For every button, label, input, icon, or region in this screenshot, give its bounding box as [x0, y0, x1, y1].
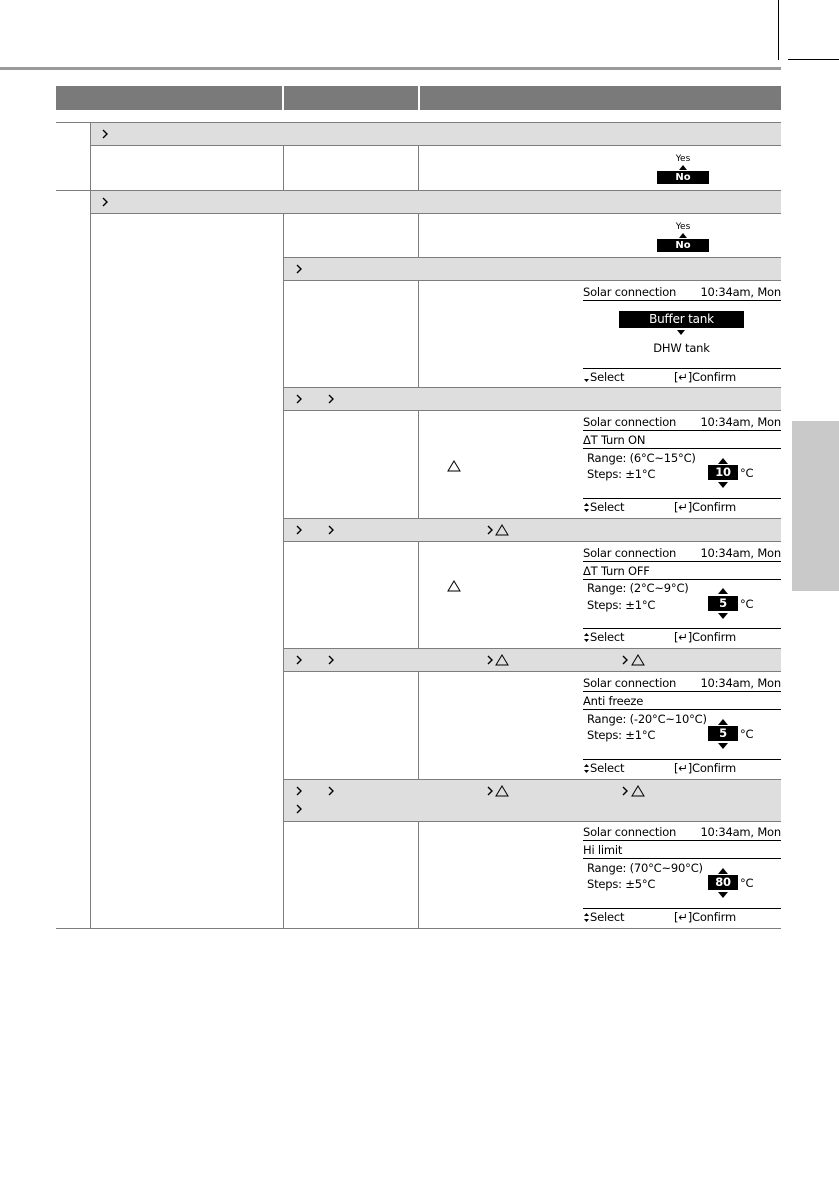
up-down-arrow-icon [583, 501, 590, 514]
controller-screen-tank [583, 284, 781, 384]
row-divider [284, 821, 781, 822]
range-text: Range: (2°C~9°C) [587, 581, 689, 595]
screen-subtitle: Anti freeze [583, 694, 644, 708]
col-divider [418, 821, 419, 928]
range-text: Range: (6°C~15°C) [587, 451, 696, 465]
yes-option[interactable]: Yes [675, 154, 691, 164]
screen-footer [583, 908, 781, 924]
top-rule [0, 67, 781, 70]
screen-clock: 10:34am, Mon [700, 825, 781, 839]
screen-subtitle-bar [583, 432, 781, 449]
up-down-arrow-icon [583, 911, 590, 924]
screen-footer [583, 628, 781, 644]
screen-title: Solar connection [583, 285, 677, 299]
path-band-hi-limit [284, 780, 781, 821]
table-header-col-1 [56, 86, 282, 110]
col-divider [90, 122, 91, 928]
steps-text: Steps: ±1°C [587, 598, 656, 612]
chevron-right-icon [293, 524, 305, 536]
row-divider [90, 145, 781, 146]
chevron-right-icon [325, 393, 337, 405]
range-text: Range: (-20°C~10°C) [587, 712, 707, 726]
path-band-tank [284, 258, 781, 280]
enter-key-icon: [↵] [674, 910, 693, 924]
confirm-label [674, 370, 736, 384]
screen-title-bar [583, 824, 781, 841]
screen-clock: 10:34am, Mon [700, 415, 781, 429]
table-header-col-2 [284, 86, 418, 110]
controller-screen-anti-freeze [583, 675, 781, 775]
path-band-dt-off [284, 519, 781, 541]
row-divider [284, 410, 781, 411]
chevron-right-icon [293, 654, 305, 666]
screen-footer [583, 368, 781, 384]
no-option-selected[interactable]: No [657, 171, 709, 184]
chevron-right-icon [325, 654, 337, 666]
confirm-label [674, 910, 736, 924]
screen-title: Solar connection [583, 415, 677, 429]
range-text: Range: (70°C~90°C) [587, 861, 703, 875]
screen-subtitle: ΔT Turn OFF [583, 564, 650, 578]
controller-screen-dt-on [583, 414, 781, 514]
unit-label: °C [740, 876, 754, 890]
up-down-arrow-icon [583, 631, 590, 644]
down-arrow-icon [677, 330, 685, 335]
screen-subtitle-bar [583, 693, 781, 710]
select-label: Select [590, 500, 625, 514]
decrease-arrow-icon[interactable] [718, 743, 728, 749]
path-band-2 [90, 191, 781, 213]
screen-title: Solar connection [583, 546, 677, 560]
screen-clock: 10:34am, Mon [700, 285, 781, 299]
chevron-right-icon [325, 785, 337, 797]
delta-icon [495, 654, 509, 666]
select-label: Select [590, 370, 625, 384]
confirm-text: Confirm [692, 370, 736, 384]
down-arrow-icon [583, 371, 590, 384]
chevron-right-icon [293, 803, 305, 815]
chevron-right-icon [293, 263, 305, 275]
steps-text: Steps: ±1°C [587, 728, 656, 742]
row-divider [284, 280, 781, 281]
chevron-right-icon [619, 654, 631, 666]
chevron-right-icon [325, 524, 337, 536]
delta-icon [447, 580, 461, 592]
decrease-arrow-icon[interactable] [718, 482, 728, 488]
section-side-tab [792, 421, 839, 591]
value-display[interactable]: 80 [708, 875, 738, 890]
crop-mark-horizontal [788, 59, 839, 60]
enter-key-icon: [↵] [674, 761, 693, 775]
confirm-label [674, 500, 736, 514]
confirm-text: Confirm [692, 910, 736, 924]
col-divider [418, 410, 419, 518]
increase-arrow-icon[interactable] [718, 719, 728, 725]
decrease-arrow-icon[interactable] [718, 892, 728, 898]
screen-subtitle-bar [583, 563, 781, 580]
value-display[interactable]: 10 [708, 465, 738, 480]
enter-key-icon: [↵] [674, 370, 693, 384]
confirm-label [674, 761, 736, 775]
col-divider [418, 280, 419, 387]
no-option-selected[interactable]: No [657, 239, 709, 252]
screen-footer [583, 759, 781, 775]
col-divider [418, 541, 419, 648]
confirm-text: Confirm [692, 500, 736, 514]
up-arrow-icon [679, 165, 687, 170]
delta-icon [495, 785, 509, 797]
delta-icon [631, 785, 645, 797]
col-divider [418, 213, 419, 257]
col-divider [283, 145, 284, 190]
steps-text: Steps: ±5°C [587, 877, 656, 891]
path-band-1 [90, 123, 781, 145]
screen-subtitle-bar [583, 842, 781, 859]
unit-label: °C [740, 466, 754, 480]
yes-no-selector[interactable] [657, 154, 709, 184]
yes-option[interactable]: Yes [675, 222, 691, 232]
screen-title-bar [583, 414, 781, 431]
delta-icon [447, 460, 461, 472]
path-band-anti-freeze [284, 649, 781, 671]
row-divider [284, 541, 781, 542]
path-band-dt-on [284, 388, 781, 410]
value-display[interactable]: 5 [708, 726, 738, 741]
value-display[interactable]: 5 [708, 596, 738, 611]
steps-text: Steps: ±1°C [587, 467, 656, 481]
unit-label: °C [740, 727, 754, 741]
up-down-arrow-icon [583, 762, 590, 775]
unit-label: °C [740, 597, 754, 611]
chevron-right-icon [99, 196, 111, 208]
option-dhw-tank[interactable]: DHW tank [653, 341, 710, 355]
table-bottom-rule [56, 928, 781, 929]
chevron-right-icon [293, 393, 305, 405]
increase-arrow-icon[interactable] [718, 588, 728, 594]
enter-key-icon: [↵] [674, 500, 693, 514]
col-divider [283, 213, 284, 928]
crop-mark-vertical [778, 0, 779, 60]
chevron-right-icon [619, 785, 631, 797]
col-divider [418, 671, 419, 779]
yes-no-selector[interactable] [657, 222, 709, 252]
screen-title-bar [583, 284, 781, 301]
screen-title-bar [583, 545, 781, 562]
screen-footer [583, 498, 781, 514]
chevron-right-icon [99, 128, 111, 140]
confirm-text: Confirm [692, 630, 736, 644]
col-divider [418, 145, 419, 190]
delta-icon [631, 654, 645, 666]
row-divider [284, 671, 781, 672]
enter-key-icon: [↵] [674, 630, 693, 644]
delta-icon [495, 524, 509, 536]
screen-title: Solar connection [583, 676, 677, 690]
screen-title-bar [583, 675, 781, 692]
screen-subtitle: Hi limit [583, 843, 623, 857]
screen-title: Solar connection [583, 825, 677, 839]
up-arrow-icon [679, 233, 687, 238]
select-label: Select [590, 910, 625, 924]
table-header-col-3 [420, 86, 781, 110]
controller-screen-dt-off [583, 545, 781, 645]
confirm-text: Confirm [692, 761, 736, 775]
row-divider [90, 213, 781, 214]
select-label: Select [590, 761, 625, 775]
controller-screen-hi-limit [583, 824, 781, 924]
select-label: Select [590, 630, 625, 644]
decrease-arrow-icon[interactable] [718, 613, 728, 619]
chevron-right-icon [293, 785, 305, 797]
option-buffer-tank-selected[interactable]: Buffer tank [619, 311, 744, 328]
confirm-label [674, 630, 736, 644]
screen-clock: 10:34am, Mon [700, 546, 781, 560]
screen-subtitle: ΔT Turn ON [583, 433, 646, 447]
increase-arrow-icon[interactable] [718, 458, 728, 464]
screen-clock: 10:34am, Mon [700, 676, 781, 690]
increase-arrow-icon[interactable] [718, 868, 728, 874]
